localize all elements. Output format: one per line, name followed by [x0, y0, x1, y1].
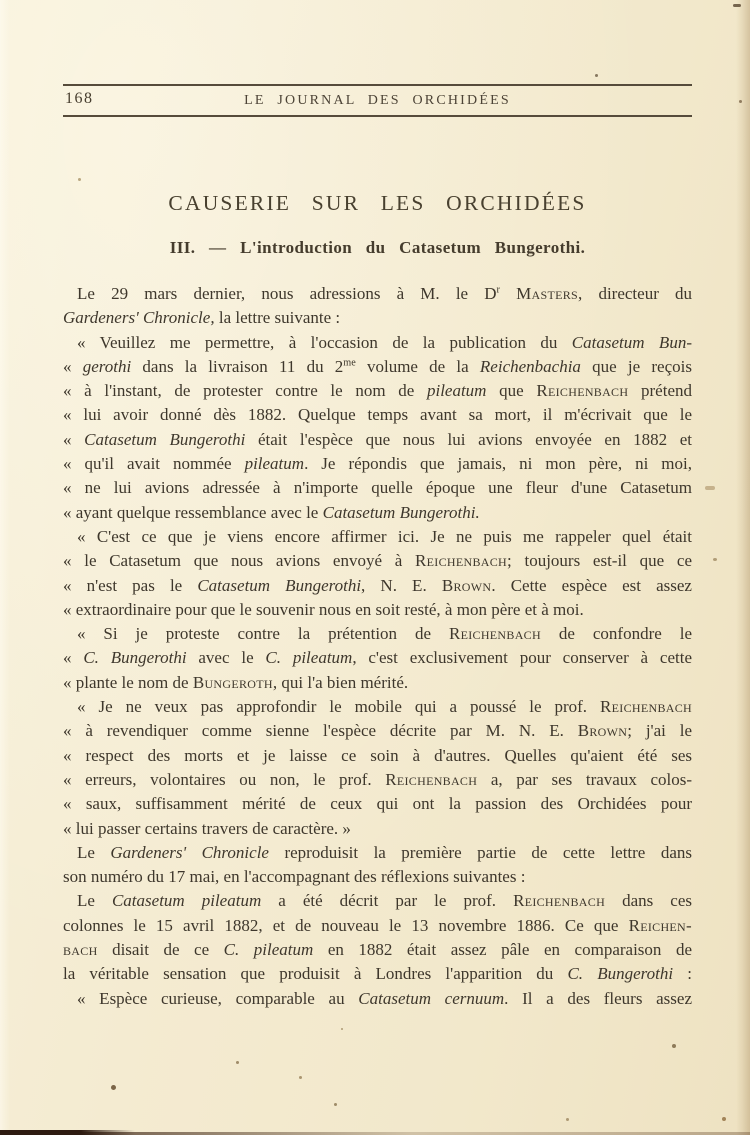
text-line: « lui passer certains travers de caractère. » [63, 818, 351, 838]
paper-speck [733, 4, 741, 7]
text-line: Le Gardeners' Chronicle reproduisit la première partie de cette lettre dans [77, 842, 692, 862]
text-line: « n'est pas le Catasetum Bungerothi, N. E. Brown. Cette espèce est assez [63, 575, 692, 595]
text-line: Le Catasetum pileatum a été décrit par le prof. Reichenbach dans ces [77, 891, 692, 911]
text-line: « respect des morts et je laisse ce soin à d'autres. Quelles qu'aient été ses [63, 745, 692, 765]
page-edge-bottom-bar [0, 1130, 135, 1135]
text-line: son numéro du 17 mai, en l'accompagnant des réflexions suivantes : [63, 867, 526, 887]
paper-speck [739, 100, 742, 103]
page-header [63, 84, 692, 117]
paper-speck [299, 1076, 302, 1079]
text-line: « Si je proteste contre la prétention de Reichenbach de confondre le [77, 624, 692, 644]
paper-speck [705, 486, 715, 490]
text-line: « erreurs, volontaires ou non, le prof. Reichenbach a, par ses travaux colos- [63, 769, 692, 789]
page-edge-right [736, 0, 750, 1135]
text-line: « qu'il avait nommée pileatum. Je répondis que jamais, ni mon père, ni moi, [63, 454, 692, 474]
paper-speck [713, 558, 717, 561]
text-line: colonnes le 15 avril 1882, et de nouveau le 13 novembre 1886. Ce que Reichen- [63, 915, 692, 935]
page-edge-left [0, 0, 10, 1135]
paper-speck [341, 1028, 343, 1030]
text-line: « extraordinaire pour que le souvenir nous en soit resté, à mon père et à moi. [63, 599, 584, 619]
paper-speck [236, 1061, 239, 1064]
text-line: « plante le nom de Bungeroth, qui l'a bien mérité. [63, 672, 409, 692]
page-number: 168 [65, 90, 94, 107]
text-line: bach disait de ce C. pileatum en 1882 était assez pâle en comparaison de [63, 940, 692, 960]
text-line: la véritable sensation que produisit à Londres l'apparition du C. Bungerothi : [63, 964, 692, 984]
text-line: « Espèce curieuse, comparable au Catasetum cernuum. Il a des fleurs assez [77, 988, 692, 1008]
text-line: « C'est ce que je viens encore affirmer ici. Je ne puis me rappeler quel était [77, 526, 692, 546]
paper-speck [566, 1118, 569, 1121]
text-line: « Veuillez me permettre, à l'occasion de la publication du Catasetum Bun- [77, 332, 692, 352]
text-line: « le Catasetum que nous avions envoyé à Reichenbach; toujours est-il que ce [63, 551, 692, 571]
paper-speck [722, 1117, 726, 1121]
text-line: « Je ne veux pas approfondir le mobile qui a poussé le prof. Reichenbach [77, 697, 692, 717]
text-line: « C. Bungerothi avec le C. pileatum, c'est exclusivement pour conserver à cette [63, 648, 692, 668]
journal-title: LE JOURNAL DES ORCHIDÉES [244, 92, 511, 108]
paper-speck [111, 1085, 116, 1090]
text-line: « à l'instant, de protester contre le nom de pileatum que Reichenbach prétend [63, 381, 692, 401]
paper-speck [334, 1103, 337, 1106]
article-body [63, 282, 692, 1011]
text-line: « ne lui avions adressée à n'importe quelle époque une fleur d'une Catasetum [63, 478, 692, 498]
article-subtitle: III. — L'introduction du Catasetum Bungerothi. [169, 238, 586, 257]
text-line: Gardeners' Chronicle, la lettre suivante : [63, 308, 341, 328]
text-line: Le 29 mars dernier, nous adressions à M. le $D^r$ Masters, directeur du [77, 284, 693, 303]
text-line: « saux, suffisamment mérité de ceux qui ont la passion des Orchidées pour [63, 794, 692, 814]
paper-speck [672, 1044, 676, 1048]
paper-speck [78, 178, 81, 181]
article-title: CAUSERIE SUR LES ORCHIDÉES [168, 191, 587, 215]
text-line: « lui avoir donné dès 1882. Quelque temps avant sa mort, il m'écrivait que le [63, 405, 692, 425]
text-line: « Catasetum Bungerothi était l'espèce que nous lui avions envoyée en 1882 et [63, 429, 692, 449]
paper-speck [595, 74, 598, 77]
text-line: « à revendiquer comme sienne l'espèce décrite par M. N. E. Brown; j'ai le [63, 721, 692, 741]
text-line: « gerothi dans la livraison 11 du $2^{me}$ volume de la Reichenbachia que je reçois [63, 356, 692, 376]
text-line: « ayant quelque ressemblance avec le Catasetum Bungerothi. [63, 502, 480, 522]
